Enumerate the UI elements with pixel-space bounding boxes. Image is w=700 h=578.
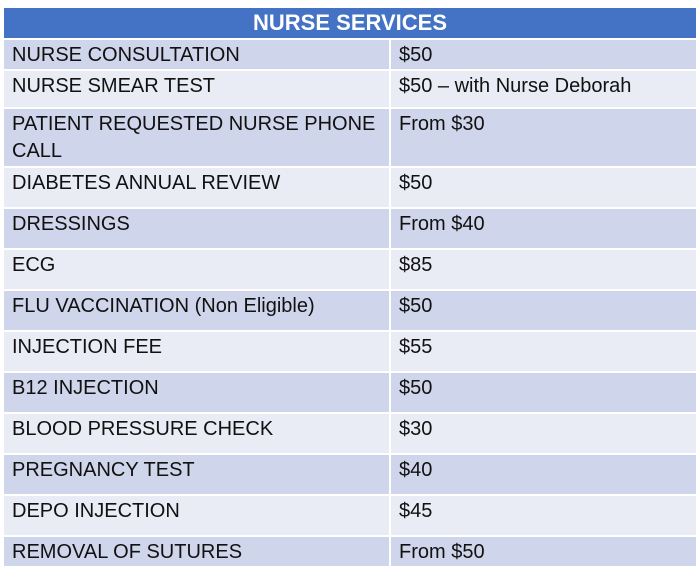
table-row [4,454,696,495]
table-row [4,39,696,70]
table-title: NURSE SERVICES [4,8,696,39]
service-price: $50 [390,290,696,331]
service-name: FLU VACCINATION (Non Eligible) [4,290,390,331]
service-name: REMOVAL OF SUTURES [4,536,390,567]
table-row [4,108,696,167]
service-price: From $50 [390,536,696,567]
service-price: $50 [390,372,696,413]
table-row [4,167,696,208]
table-row [4,70,696,108]
service-name: PREGNANCY TEST [4,454,390,495]
service-price: $45 [390,495,696,536]
service-price: $50 – with Nurse Deborah [390,70,696,108]
table-row [4,208,696,249]
table-row [4,249,696,290]
table-header-row [4,8,696,39]
service-price: $85 [390,249,696,290]
table-row [4,536,696,567]
service-price: From $40 [390,208,696,249]
table-row [4,413,696,454]
service-price: $50 [390,167,696,208]
service-name: DEPO INJECTION [4,495,390,536]
service-name: BLOOD PRESSURE CHECK [4,413,390,454]
service-price: $50 [390,39,696,70]
table-row [4,290,696,331]
service-name: NURSE SMEAR TEST [4,70,390,108]
service-price: From $30 [390,108,696,167]
service-name: B12 INJECTION [4,372,390,413]
service-name: ECG [4,249,390,290]
service-name: DIABETES ANNUAL REVIEW [4,167,390,208]
service-price: $40 [390,454,696,495]
table-row [4,495,696,536]
table-row [4,372,696,413]
service-price: $55 [390,331,696,372]
service-name: NURSE CONSULTATION [4,39,390,70]
table-row [4,331,696,372]
service-name: DRESSINGS [4,208,390,249]
nurse-services-table [4,8,696,568]
service-price: $30 [390,413,696,454]
service-name: PATIENT REQUESTED NURSE PHONE CALL [4,108,390,167]
service-name: INJECTION FEE [4,331,390,372]
